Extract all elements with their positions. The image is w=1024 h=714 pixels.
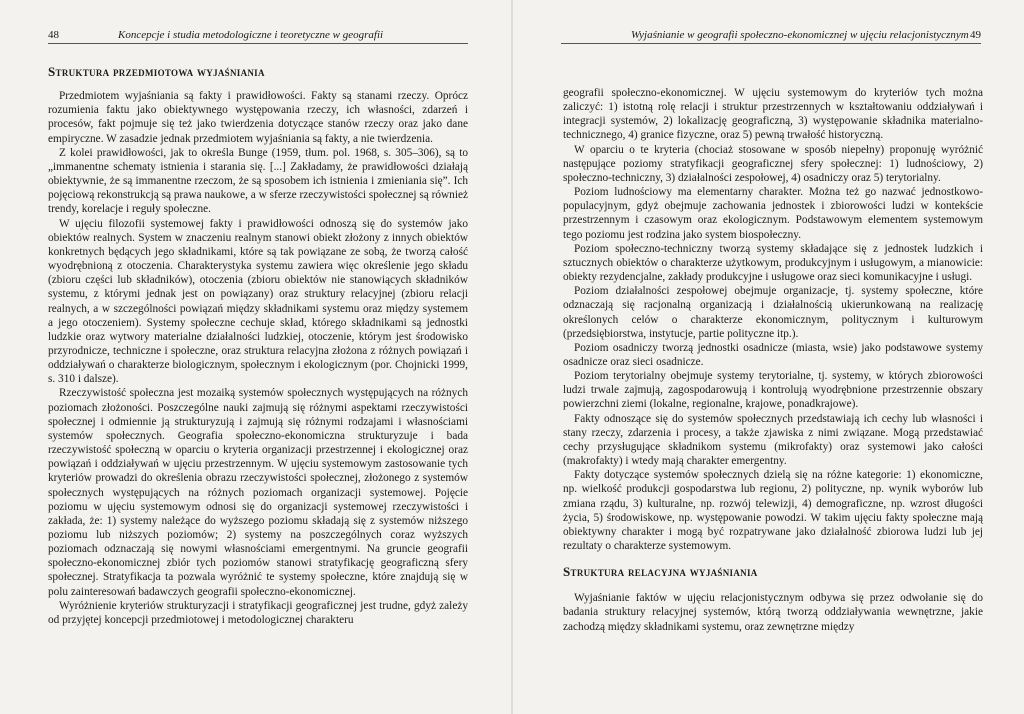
paragraph: Poziom ludnościowy ma elementarny charakter. Można też go nazwać jednostkowo-populacyjnym, gdyż obejmuje zachowania jednostek i zbiorowości ludzi w kontekście przestrzennym i czasowym oraz ekologicznym. Podstawowym elementem systemowym tego poziomu jest rodzina jako system biospołeczny. — [563, 186, 983, 241]
paragraph: Wyjaśnianie faktów w ujęciu relacjonistycznym odbywa się przez odwołanie się do badania struktury relacyjnej systemów, którą tworzą oddziaływania wewnętrzne, jakie zachodzą między składnikami systemu, oraz zewnętrzne między — [563, 592, 983, 633]
left-page — [0, 0, 511, 714]
section-heading-relacyjna: Struktura relacyjna wyjaśniania — [563, 564, 758, 580]
paragraph: Z kolei prawidłowości, jak to określa Bunge (1959, tłum. pol. 1968, s. 305–306), są to „immanentne schematy istnienia i starania się. [...] Zakładamy, że prawidłowości działają obiektywnie, że są immanentne rzeczom, że są sposobem ich istnienia i zmieniania się”. Ich pojęciową rekonstrukcją są prawa naukowe, a w sferze rzeczywistości społecznej są również trendy, korelacje i reguły społeczne. — [48, 146, 468, 216]
left-running-head — [48, 27, 468, 44]
left-text-column — [48, 65, 468, 627]
paragraph: Poziom terytorialny obejmuje systemy terytorialne, tj. systemy, w których zbiorowości ludzi trwale zajmują, zagospodarowują i kontrolują wyodrębnione przestrzennie obszary powierzchni ziemi (lokalne, regionalne, krajowe, ponadkrajowe). — [563, 370, 983, 411]
right-running-head — [561, 27, 981, 44]
paragraph: W oparciu o te kryteria (chociaż stosowane w sposób niepełny) proponuję wyróżnić następujące poziomy stratyfikacji geograficznej sfery społecznej: 1) ludnościowy, 2) społeczno-techniczny, 3) działalności zespołowej, 4) osadniczy oraz 5) terytorialny. — [563, 143, 983, 184]
paragraph: Fakty dotyczące systemów społecznych dzielą się na różne kategorie: 1) ekonomiczne, np. wielkość produkcji gospodarstwa lub regionu, 2) polityczne, np. wynik wyborów lub zmiana rządu, 3) kulturalne, np. rozwój telewizji, 4) demograficzne, np. wzrost długości życia, 5) środowiskowe, np. występowanie powodzi. W takim ujęciu fakty społeczne mają obiektywny charakter i mogą być rozpatrywane jako działalność zbiorowa ludzi lub jej rezultaty o charakterze systemowym. — [563, 469, 983, 552]
left-page-number: 48 — [48, 29, 59, 41]
paragraph: Poziom społeczno-techniczny tworzą systemy składające się z jednostek ludzkich i sztucznych obiektów o charakterze użytkowym, produkcyjnym i usługowym, a mianowicie: obiekty rezydencjalne, zakłady produkcyjne i usługowe oraz sieci komunikacyjne i usługi. — [563, 242, 983, 284]
paragraph: Rzeczywistość społeczna jest mozaiką systemów społecznych występujących na różnych poziomach złożoności. Poszczególne nauki zajmują się różnymi aspektami rzeczywistości społecznej i odmiennie ją strukturyzują i zajmują się różnymi rodzajami i własnościami systemów społecznych. Geografia społeczno-ekonomiczna strukturyzuje i bada rzeczywistość społeczną w oparciu o kryteria organizacji przestrzennej i ekologicznej oraz powiązań i oddziaływań w ujęciu przestrzennym. W ujęciu systemowym zastosowanie tych kryteriów prowadzi do określenia obrazu rzeczywistości społecznej, złożonego z systemów społecznych występujących na różnych poziomach organizacji systemowej. Pojęcie poziomu w ujęciu systemowym odnosi się do organizacji systemowej rzeczywistości i zakłada, że: 1) systemy należące do wyższego poziomu składają się z systemów niższego poziomu lub niższych poziomów; 2) systemy na poszczególnych coraz wyższych poziomach odznaczają się nowymi własnościami emergentnymi. Na gruncie geografii społeczno-ekonomicznej zbiór tych poziomów stanowi stratyfikację geograficzną sfery społecznej. Stratyfikacja ta pozwala wyróżnić te systemy społeczne, które znajdują się w polu zainteresowań badawczych geografii społeczno-ekonomicznej. — [48, 387, 468, 598]
paragraph: Poziom osadniczy tworzą jednostki osadnicze (miasta, wsie) jako podstawowe systemy osadnicze oraz sieci osadnicze. — [563, 341, 983, 368]
right-text-column — [563, 86, 983, 634]
right-page-number: 49 — [970, 29, 981, 41]
paragraph: Przedmiotem wyjaśniania są fakty i prawidłowości. Fakty są stanami rzeczy. Oprócz rozumienia faktu jako obiektywnego występowania rzeczy, ich własności, zdarzeń i procesów, fakt pojmuje się też jako twierdzenia dotyczące stanów rzeczy oraz jako dane empiryczne. W zasadzie jednak przedmiotem wyjaśniania są fakty, a nie twierdzenia. — [48, 90, 468, 145]
paragraph: Wyróżnienie kryteriów strukturyzacji i stratyfikacji geograficznej jest trudne, gdyż zależy od przyjętej koncepcji przedmiotowej i metodologicznej charakteru — [48, 599, 468, 626]
paragraph: geografii społeczno-ekonomicznej. W ujęciu systemowym do kryteriów tych można zaliczyć: 1) istotną rolę relacji i struktur przestrzennych w kształtowaniu oddziaływań i integracji systemów, 2) lokalizację geograficzną, 3) występowanie składnika materialno-technicznego, 4) granice fizyczne, oraz 5) pewną trwałość historyczną. — [563, 87, 983, 142]
left-running-title: Koncepcje i studia metodologiczne i teoretyczne w geografii — [118, 29, 384, 41]
paragraph: Fakty odnoszące się do systemów społecznych przedstawiają ich cechy lub własności i stany rzeczy, zdarzenia i procesy, a także zjawiska z nimi związane. Mogą przedstawiać cechy przysługujące składnikom systemu (mikrofakty) oraz systemowi jako całości (makrofakty) i wtedy mają charakter emergentny. — [563, 412, 983, 468]
paragraph: W ujęciu filozofii systemowej fakty i prawidłowości odnoszą się do systemów jako obiektów realnych. System w znaczeniu realnym stanowi obiekt złożony z innych obiektów konkretnych będących jego składnikami, które są tak powiązane ze sobą, że tworzą całość wyodrębnioną z otoczenia. Charakterystyka systemu zawiera więc określenie jego składu (zbioru części lub składników), otoczenia (zbioru obiektów nie stanowiących składników systemu, z którymi jednak jest on powiązany) oraz struktury relacyjnej (zbioru relacji realnych, a w szczególności powiązań między składnikami systemu oraz między systemem a jego otoczeniem). Systemy społeczne cechuje skład, którego składnikami są jednostki ludzkie oraz wytwory materialne działalności ludzkiej, otoczenie, którym jest środowisko przyrodnicze, techniczne i społeczne, oraz struktura relacyjna złożona z różnych powiązań i oddziaływań o charakterze biologicznym, społecznym i ekologicznym (por. Chojnicki 1999, s. 310 i dalsze). — [48, 217, 468, 386]
paragraph: Poziom działalności zespołowej obejmuje organizacje, tj. systemy społeczne, które odznaczają się racjonalną organizacją i działalnością ukierunkowaną na realizację określonych celów o charakterze ekonomicznym, politycznym i kulturowym (przedsiębiorstwa, instytucje, partie polityczne itp.). — [563, 285, 983, 340]
right-page — [513, 0, 1024, 714]
right-running-title: Wyjaśnianie w geografii społeczno-ekonomicznej w ujęciu relacjonistycznym — [631, 29, 969, 41]
section-heading-przedmiotowa: Struktura przedmiotowa wyjaśniania — [48, 64, 265, 79]
